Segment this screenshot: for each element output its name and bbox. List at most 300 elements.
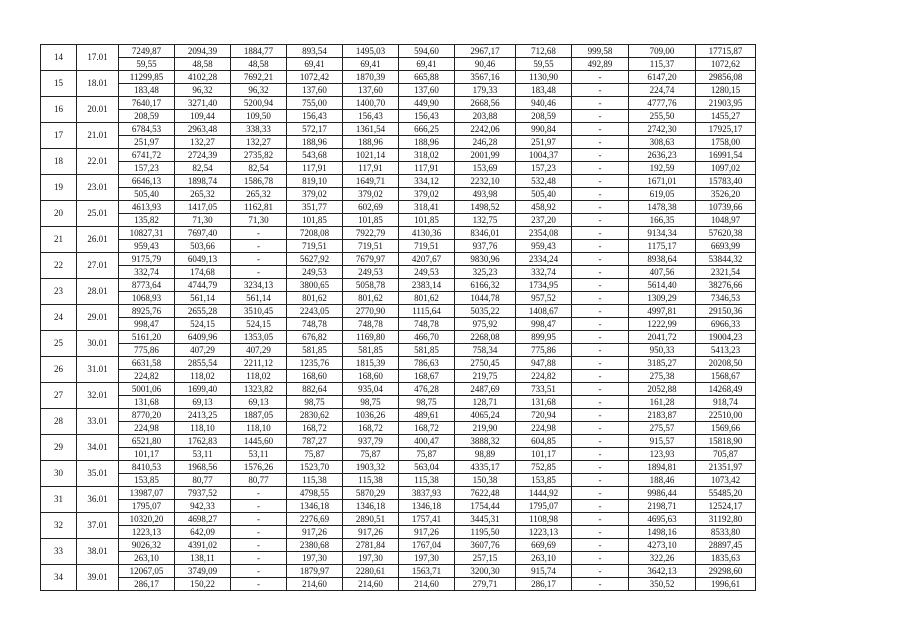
table-cell: 286,17: [119, 578, 175, 591]
table-row: [41, 526, 756, 539]
table-cell: 131,68: [119, 396, 175, 409]
table-cell: 3749,09: [175, 565, 231, 578]
table-cell: 2830,62: [287, 409, 343, 422]
table-row: [41, 71, 756, 84]
table-cell: 1323,82: [231, 383, 287, 396]
table-cell: 524,15: [175, 318, 231, 331]
table-cell: -: [572, 500, 629, 513]
table-cell: 2094,39: [175, 45, 231, 58]
table-cell: 2724,39: [175, 149, 231, 162]
table-cell: 476,28: [399, 383, 455, 396]
table-cell: 1115,64: [399, 305, 455, 318]
table-cell: 572,17: [287, 123, 343, 136]
table-cell: 9986,44: [629, 487, 696, 500]
row-code: 29.01: [77, 305, 119, 331]
table-cell: 2967,17: [455, 45, 516, 58]
table-cell: 117,91: [343, 162, 399, 175]
table-cell: 2183,87: [629, 409, 696, 422]
row-number: 28: [41, 409, 77, 435]
table-cell: 7937,52: [175, 487, 231, 500]
table-cell: 2354,08: [516, 227, 572, 240]
table-cell: 246,28: [455, 136, 516, 149]
table-cell: 3526,20: [696, 188, 756, 201]
table-cell: 5614,40: [629, 279, 696, 292]
table-cell: 338,33: [231, 123, 287, 136]
table-cell: 2487,69: [455, 383, 516, 396]
table-cell: 208,59: [516, 110, 572, 123]
table-cell: -: [572, 474, 629, 487]
table-cell: 322,26: [629, 552, 696, 565]
table-cell: 9026,32: [119, 539, 175, 552]
table-cell: -: [572, 487, 629, 500]
table-cell: 7640,17: [119, 97, 175, 110]
row-code: 26.01: [77, 227, 119, 253]
table-cell: 118,02: [175, 370, 231, 383]
table-cell: 286,17: [516, 578, 572, 591]
table-cell: 882,64: [287, 383, 343, 396]
table-cell: 720,94: [516, 409, 572, 422]
table-cell: 249,53: [399, 266, 455, 279]
table-row: [41, 305, 756, 318]
table-row: [41, 45, 756, 58]
table-cell: -: [572, 136, 629, 149]
table-cell: 48,58: [175, 58, 231, 71]
table-row: [41, 201, 756, 214]
table-cell: 109,50: [231, 110, 287, 123]
table-cell: -: [231, 565, 287, 578]
row-code: 38.01: [77, 539, 119, 565]
table-cell: 1968,56: [175, 461, 231, 474]
table-cell: 4130,36: [399, 227, 455, 240]
row-number: 23: [41, 279, 77, 305]
table-cell: 4744,79: [175, 279, 231, 292]
table-row: [41, 136, 756, 149]
table-cell: 10739,66: [696, 201, 756, 214]
table-cell: -: [572, 214, 629, 227]
table-cell: 21351,97: [696, 461, 756, 474]
table-cell: 219,75: [455, 370, 516, 383]
table-cell: 115,37: [629, 58, 696, 71]
table-cell: 379,02: [343, 188, 399, 201]
table-cell: 251,97: [516, 136, 572, 149]
table-cell: 1280,15: [696, 84, 756, 97]
table-cell: 38276,66: [696, 279, 756, 292]
table-cell: 3888,32: [455, 435, 516, 448]
table-cell: 915,57: [629, 435, 696, 448]
table-cell: 98,75: [399, 396, 455, 409]
table-cell: 5413,23: [696, 344, 756, 357]
table-row: [41, 58, 756, 71]
table-cell: 197,30: [287, 552, 343, 565]
table-cell: 332,74: [119, 266, 175, 279]
table-cell: 1444,92: [516, 487, 572, 500]
table-cell: 214,60: [287, 578, 343, 591]
table-cell: 5035,22: [455, 305, 516, 318]
table-row: [41, 474, 756, 487]
table-cell: 489,61: [399, 409, 455, 422]
table-cell: 123,93: [629, 448, 696, 461]
table-cell: 1346,18: [287, 500, 343, 513]
table-cell: 150,22: [175, 578, 231, 591]
table-cell: 275,38: [629, 370, 696, 383]
table-cell: -: [572, 201, 629, 214]
row-number: 31: [41, 487, 77, 513]
table-cell: 1757,41: [399, 513, 455, 526]
table-cell: 71,30: [231, 214, 287, 227]
table-cell: 2742,30: [629, 123, 696, 136]
table-cell: 249,53: [343, 266, 399, 279]
table-cell: 22510,00: [696, 409, 756, 422]
table-cell: 1758,00: [696, 136, 756, 149]
table-cell: 1795,07: [119, 500, 175, 513]
table-cell: 1072,42: [287, 71, 343, 84]
row-number: 18: [41, 149, 77, 175]
table-cell: -: [572, 513, 629, 526]
table-cell: 8925,76: [119, 305, 175, 318]
table-cell: 532,48: [516, 175, 572, 188]
table-cell: 2855,54: [175, 357, 231, 370]
table-cell: 117,91: [287, 162, 343, 175]
table-cell: -: [572, 409, 629, 422]
table-cell: 5001,06: [119, 383, 175, 396]
table-cell: -: [572, 227, 629, 240]
table-cell: 998,47: [119, 318, 175, 331]
table-cell: 75,87: [343, 448, 399, 461]
table-cell: 255,50: [629, 110, 696, 123]
table-cell: 1498,16: [629, 526, 696, 539]
table-cell: 561,14: [175, 292, 231, 305]
table-cell: -: [572, 344, 629, 357]
table-cell: 214,60: [399, 578, 455, 591]
row-code: 35.01: [77, 461, 119, 487]
table-cell: -: [572, 565, 629, 578]
table-body: [41, 45, 756, 591]
table-cell: 17715,87: [696, 45, 756, 58]
table-row: [41, 487, 756, 500]
row-number: 32: [41, 513, 77, 539]
table-cell: 118,10: [231, 422, 287, 435]
table-cell: -: [572, 370, 629, 383]
table-cell: 2770,90: [343, 305, 399, 318]
table-cell: 48,58: [231, 58, 287, 71]
table-cell: 6166,32: [455, 279, 516, 292]
table-cell: 156,43: [287, 110, 343, 123]
table-cell: -: [572, 383, 629, 396]
table-row: [41, 149, 756, 162]
table-cell: 53,11: [231, 448, 287, 461]
table-cell: 12067,05: [119, 565, 175, 578]
table-cell: 109,44: [175, 110, 231, 123]
table-cell: 69,41: [287, 58, 343, 71]
row-number: 26: [41, 357, 77, 383]
table-row: [41, 188, 756, 201]
table-cell: -: [572, 448, 629, 461]
table-cell: 407,56: [629, 266, 696, 279]
table-cell: 1563,71: [399, 565, 455, 578]
table-row: [41, 279, 756, 292]
table-cell: 7692,21: [231, 71, 287, 84]
table-row: [41, 448, 756, 461]
table-cell: 6693,99: [696, 240, 756, 253]
table-cell: 1223,13: [516, 526, 572, 539]
table-row: [41, 253, 756, 266]
table-row: [41, 227, 756, 240]
table-cell: 6409,96: [175, 331, 231, 344]
table-cell: 937,79: [343, 435, 399, 448]
table-row: [41, 409, 756, 422]
table-cell: 561,14: [231, 292, 287, 305]
table-cell: 249,53: [287, 266, 343, 279]
table-cell: 748,78: [287, 318, 343, 331]
row-number: 29: [41, 435, 77, 461]
table-cell: 407,29: [175, 344, 231, 357]
table-cell: 1097,02: [696, 162, 756, 175]
table-cell: 8770,20: [119, 409, 175, 422]
table-cell: 2268,08: [455, 331, 516, 344]
table-cell: 3800,65: [287, 279, 343, 292]
table-cell: 666,25: [399, 123, 455, 136]
table-cell: 458,92: [516, 201, 572, 214]
table-cell: 2276,69: [287, 513, 343, 526]
table-cell: 1004,37: [516, 149, 572, 162]
table-row: [41, 123, 756, 136]
table-cell: 150,38: [455, 474, 516, 487]
table-cell: 6147,20: [629, 71, 696, 84]
table-row: [41, 461, 756, 474]
table-cell: -: [572, 526, 629, 539]
table-cell: -: [231, 513, 287, 526]
table-cell: 1169,80: [343, 331, 399, 344]
table-cell: 1767,04: [399, 539, 455, 552]
table-cell: -: [572, 175, 629, 188]
table-cell: 819,10: [287, 175, 343, 188]
table-cell: 893,54: [287, 45, 343, 58]
table-cell: 325,23: [455, 266, 516, 279]
table-cell: 748,78: [399, 318, 455, 331]
row-code: 37.01: [77, 513, 119, 539]
table-cell: 4997,81: [629, 305, 696, 318]
table-cell: 174,68: [175, 266, 231, 279]
table-cell: 2280,61: [343, 565, 399, 578]
table-cell: 602,69: [343, 201, 399, 214]
table-cell: 748,78: [343, 318, 399, 331]
table-cell: 5627,92: [287, 253, 343, 266]
row-code: 34.01: [77, 435, 119, 461]
table-cell: 3271,40: [175, 97, 231, 110]
table-cell: 1072,62: [696, 58, 756, 71]
table-cell: 493,98: [455, 188, 516, 201]
table-cell: 937,76: [455, 240, 516, 253]
table-cell: 4695,63: [629, 513, 696, 526]
table-row: [41, 331, 756, 344]
table-cell: 168,60: [287, 370, 343, 383]
table-cell: 15783,40: [696, 175, 756, 188]
table-cell: 2052,88: [629, 383, 696, 396]
table-cell: 188,46: [629, 474, 696, 487]
table-cell: 219,90: [455, 422, 516, 435]
table-cell: 7622,48: [455, 487, 516, 500]
table-cell: 115,38: [399, 474, 455, 487]
table-cell: 1400,70: [343, 97, 399, 110]
table-cell: 1835,63: [696, 552, 756, 565]
table-cell: 2198,71: [629, 500, 696, 513]
table-cell: 543,68: [287, 149, 343, 162]
table-row: [41, 396, 756, 409]
table-cell: 132,27: [231, 136, 287, 149]
table-cell: 251,97: [119, 136, 175, 149]
table-cell: 4798,55: [287, 487, 343, 500]
table-cell: 3200,30: [455, 565, 516, 578]
table-cell: 5870,29: [343, 487, 399, 500]
table-cell: 3642,13: [629, 565, 696, 578]
table-cell: -: [572, 149, 629, 162]
row-code: 30.01: [77, 331, 119, 357]
table-cell: 188,96: [343, 136, 399, 149]
table-cell: 29856,08: [696, 71, 756, 84]
table-cell: -: [231, 227, 287, 240]
table-cell: 7697,40: [175, 227, 231, 240]
table-cell: 5200,94: [231, 97, 287, 110]
table-cell: 492,89: [572, 58, 629, 71]
table-cell: -: [572, 162, 629, 175]
table-cell: 16991,54: [696, 149, 756, 162]
table-cell: 1568,67: [696, 370, 756, 383]
table-cell: 1036,26: [343, 409, 399, 422]
table-cell: 161,28: [629, 396, 696, 409]
table-cell: 4102,28: [175, 71, 231, 84]
table-cell: 59,55: [516, 58, 572, 71]
table-cell: 733,51: [516, 383, 572, 396]
table-cell: 101,85: [399, 214, 455, 227]
table-cell: 1903,32: [343, 461, 399, 474]
table-cell: 1175,17: [629, 240, 696, 253]
table-cell: 6966,33: [696, 318, 756, 331]
table-cell: 1417,05: [175, 201, 231, 214]
table-cell: 947,88: [516, 357, 572, 370]
table-cell: 959,43: [516, 240, 572, 253]
table-cell: 101,17: [516, 448, 572, 461]
table-cell: 19004,23: [696, 331, 756, 344]
table-cell: 55485,20: [696, 487, 756, 500]
table-cell: 2413,25: [175, 409, 231, 422]
table-cell: 917,26: [399, 526, 455, 539]
table-cell: 308,63: [629, 136, 696, 149]
table-cell: 917,26: [287, 526, 343, 539]
table-cell: 719,51: [287, 240, 343, 253]
table-cell: -: [572, 396, 629, 409]
table-row: [41, 318, 756, 331]
table-cell: 1495,03: [343, 45, 399, 58]
table-cell: 183,48: [119, 84, 175, 97]
table-row: [41, 344, 756, 357]
row-number: 15: [41, 71, 77, 97]
table-cell: 7922,79: [343, 227, 399, 240]
table-cell: 581,85: [343, 344, 399, 357]
table-cell: 168,72: [343, 422, 399, 435]
table-cell: 2211,12: [231, 357, 287, 370]
table-cell: 208,59: [119, 110, 175, 123]
table-cell: 2041,72: [629, 331, 696, 344]
table-cell: 8533,80: [696, 526, 756, 539]
table-cell: 157,23: [119, 162, 175, 175]
table-cell: -: [231, 253, 287, 266]
table-cell: 265,32: [175, 188, 231, 201]
table-cell: 669,69: [516, 539, 572, 552]
table-cell: 1498,52: [455, 201, 516, 214]
table-cell: 138,11: [175, 552, 231, 565]
table-cell: 82,54: [175, 162, 231, 175]
table-cell: 179,33: [455, 84, 516, 97]
table-cell: 942,33: [175, 500, 231, 513]
table-cell: 10827,31: [119, 227, 175, 240]
table-cell: 1073,42: [696, 474, 756, 487]
table-cell: 192,59: [629, 162, 696, 175]
table-cell: 1734,95: [516, 279, 572, 292]
table-cell: 98,75: [287, 396, 343, 409]
table-cell: 1795,07: [516, 500, 572, 513]
table-cell: 117,91: [399, 162, 455, 175]
table-cell: 6646,13: [119, 175, 175, 188]
table-row: [41, 175, 756, 188]
table-cell: 115,38: [343, 474, 399, 487]
table-cell: 318,41: [399, 201, 455, 214]
row-code: 18.01: [77, 71, 119, 97]
table-cell: 90,46: [455, 58, 516, 71]
table-cell: 7249,87: [119, 45, 175, 58]
table-cell: 115,38: [287, 474, 343, 487]
table-cell: 69,13: [175, 396, 231, 409]
table-cell: 1478,38: [629, 201, 696, 214]
table-cell: 75,87: [287, 448, 343, 461]
table-cell: 11299,85: [119, 71, 175, 84]
table-cell: 156,43: [399, 110, 455, 123]
table-cell: 407,29: [231, 344, 287, 357]
table-cell: 1879,97: [287, 565, 343, 578]
table-cell: 224,74: [629, 84, 696, 97]
row-number: 27: [41, 383, 77, 409]
table-cell: 15818,90: [696, 435, 756, 448]
table-cell: 719,51: [343, 240, 399, 253]
table-cell: 2750,45: [455, 357, 516, 370]
table-cell: 13987,07: [119, 487, 175, 500]
table-cell: -: [231, 266, 287, 279]
table-cell: 775,86: [119, 344, 175, 357]
table-cell: 131,68: [516, 396, 572, 409]
table-cell: 1887,05: [231, 409, 287, 422]
table-row: [41, 539, 756, 552]
table-cell: -: [231, 240, 287, 253]
table-cell: 132,75: [455, 214, 516, 227]
table-cell: 1223,13: [119, 526, 175, 539]
table-cell: 188,96: [399, 136, 455, 149]
table-cell: 563,04: [399, 461, 455, 474]
table-cell: 14268,49: [696, 383, 756, 396]
table-cell: 128,71: [455, 396, 516, 409]
table-cell: -: [572, 97, 629, 110]
row-number: 14: [41, 45, 77, 71]
table-cell: 135,82: [119, 214, 175, 227]
table-cell: 4335,17: [455, 461, 516, 474]
table-cell: 31192,80: [696, 513, 756, 526]
table-cell: 1195,50: [455, 526, 516, 539]
table-cell: -: [572, 578, 629, 591]
table-cell: 334,12: [399, 175, 455, 188]
table-cell: 1569,66: [696, 422, 756, 435]
table-cell: 752,85: [516, 461, 572, 474]
table-cell: 17925,17: [696, 123, 756, 136]
table-cell: 959,43: [119, 240, 175, 253]
table-cell: 1455,27: [696, 110, 756, 123]
